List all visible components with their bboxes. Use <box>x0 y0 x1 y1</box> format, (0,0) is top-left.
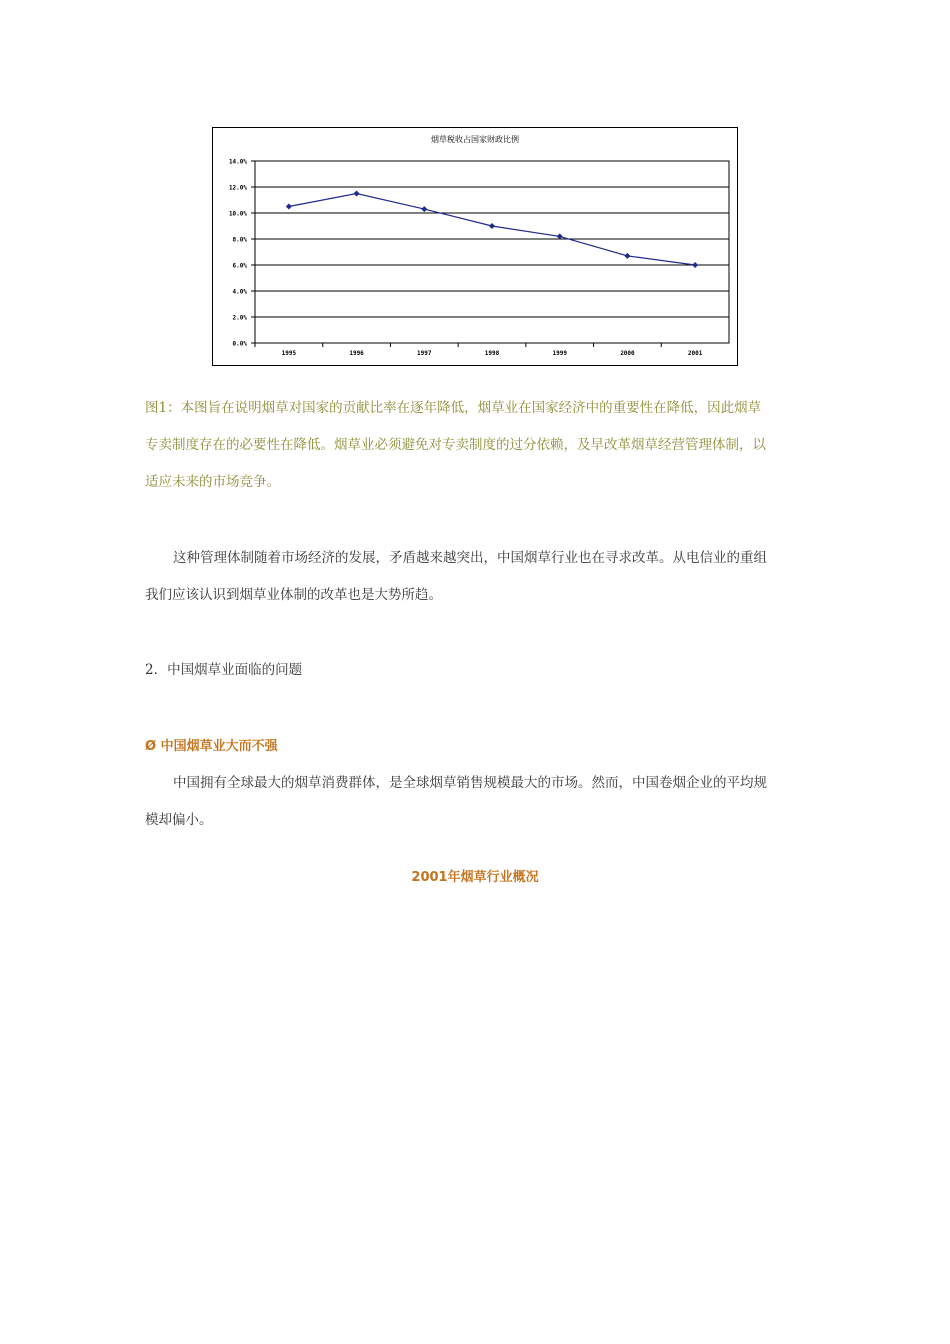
line-chart <box>213 128 737 365</box>
paragraph-line: 中国拥有全球最大的烟草消费群体，是全球烟草销售规模最大的市场。然而，中国卷烟企业的平均规 <box>173 775 767 791</box>
data-point-marker <box>692 262 698 268</box>
x-tick-label: 1999 <box>552 350 567 357</box>
y-tick-label: 14.0% <box>228 158 247 166</box>
paragraph-line: 这种管理体制随着市场经济的发展，矛盾越来越突出，中国烟草行业也在寻求改革。从电信业的重组 <box>173 550 767 566</box>
paragraph-line: 我们应该认识到烟草业体制的改革也是大势所趋。 <box>145 587 442 603</box>
section-heading: 2．中国烟草业面临的问题 <box>145 662 303 678</box>
x-tick-label: 1997 <box>417 350 432 357</box>
body-paragraph <box>145 765 807 839</box>
data-point-marker <box>421 206 427 212</box>
paragraph-line: 模却偏小。 <box>145 812 213 828</box>
bullet-heading: Ø 中国烟草业大而不强 <box>145 739 278 754</box>
x-tick-label: 2000 <box>620 350 635 357</box>
figure-caption <box>145 390 807 501</box>
y-tick-label: 10.0% <box>228 210 247 218</box>
data-point-marker <box>624 253 630 259</box>
chart-container <box>212 127 738 366</box>
data-point-marker <box>354 191 360 197</box>
y-tick-label: 4.0% <box>232 288 247 296</box>
x-tick-label: 1995 <box>281 350 297 357</box>
caption-line: 专卖制度存在的必要性在降低。烟草业必须避免对专卖制度的过分依赖，及早改革烟草经营管理体制，以 <box>145 437 766 453</box>
data-point-marker <box>286 204 292 210</box>
y-tick-label: 2.0% <box>232 314 247 322</box>
chart-title: 烟草税收占国家财政比例 <box>431 135 519 144</box>
x-tick-label: 1996 <box>349 350 364 357</box>
table-title: 2001年烟草行业概况 <box>411 870 539 885</box>
y-tick-label: 0.0% <box>232 340 247 348</box>
y-tick-label: 12.0% <box>228 184 247 192</box>
caption-line: 适应未来的市场竞争。 <box>145 474 280 490</box>
y-tick-label: 6.0% <box>232 262 247 270</box>
caption-line: 图1：本图旨在说明烟草对国家的贡献比率在逐年降低，烟草业在国家经济中的重要性在降低，因此烟草 <box>145 400 762 416</box>
x-tick-label: 1998 <box>484 350 500 357</box>
data-point-marker <box>489 223 495 229</box>
series-line <box>289 194 695 266</box>
body-paragraph <box>145 540 807 614</box>
x-tick-label: 2001 <box>687 350 703 357</box>
plot-area <box>255 161 729 343</box>
y-tick-label: 8.0% <box>232 236 247 244</box>
